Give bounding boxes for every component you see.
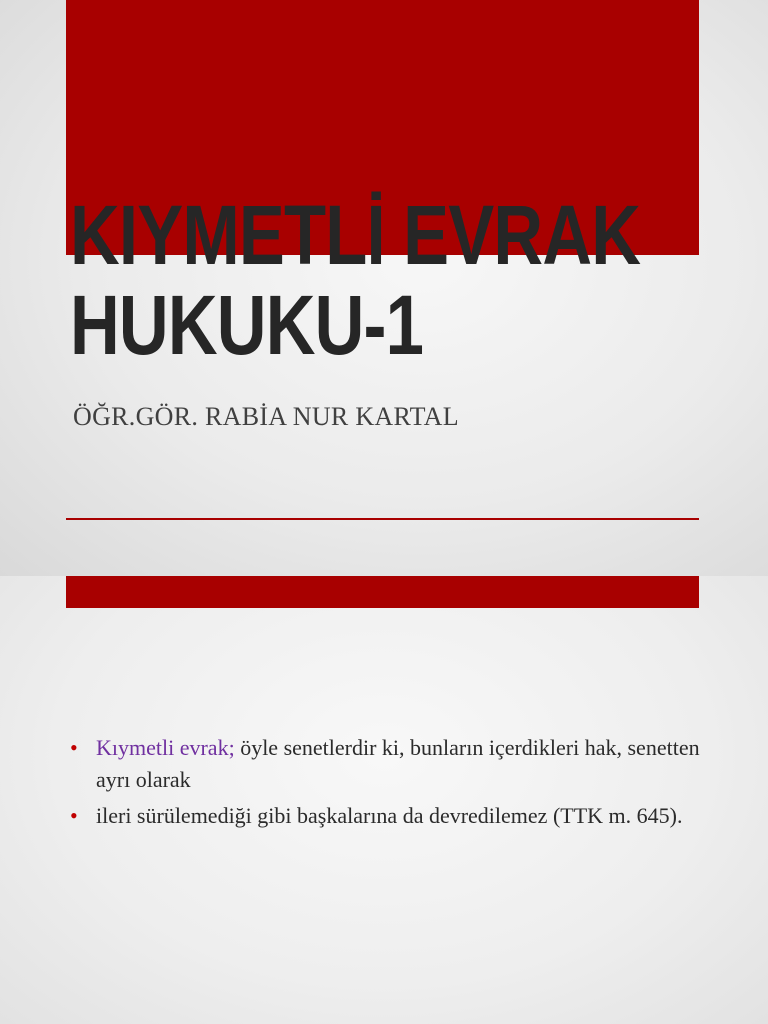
slide-title-line-2: HUKUKU-1 <box>70 278 424 372</box>
bullet-dot-icon: • <box>70 735 78 760</box>
title-divider-line <box>66 518 699 520</box>
slide-subtitle: ÖĞR.GÖR. RABİA NUR KARTAL <box>73 402 459 431</box>
content-red-bar <box>66 576 699 608</box>
slide-title-line-1: KIYMETLİ EVRAK <box>70 188 641 282</box>
bullet-dot-icon: • <box>70 803 78 828</box>
bullet-item-1 <box>70 732 700 796</box>
bullet-term: Kıymetli evrak; <box>96 735 235 760</box>
bullet-text: ileri sürülemediği gibi başkalarına da devredilemez (TTK m. 645). <box>96 803 683 828</box>
bullet-item-2 <box>70 800 700 832</box>
bullet-list <box>70 732 700 836</box>
bullet-text: öyle senetlerdir ki, bunların içerdikleri hak, senetten ayrı olarak <box>96 735 700 792</box>
slide-title <box>70 188 641 372</box>
content-slide <box>0 576 768 1024</box>
